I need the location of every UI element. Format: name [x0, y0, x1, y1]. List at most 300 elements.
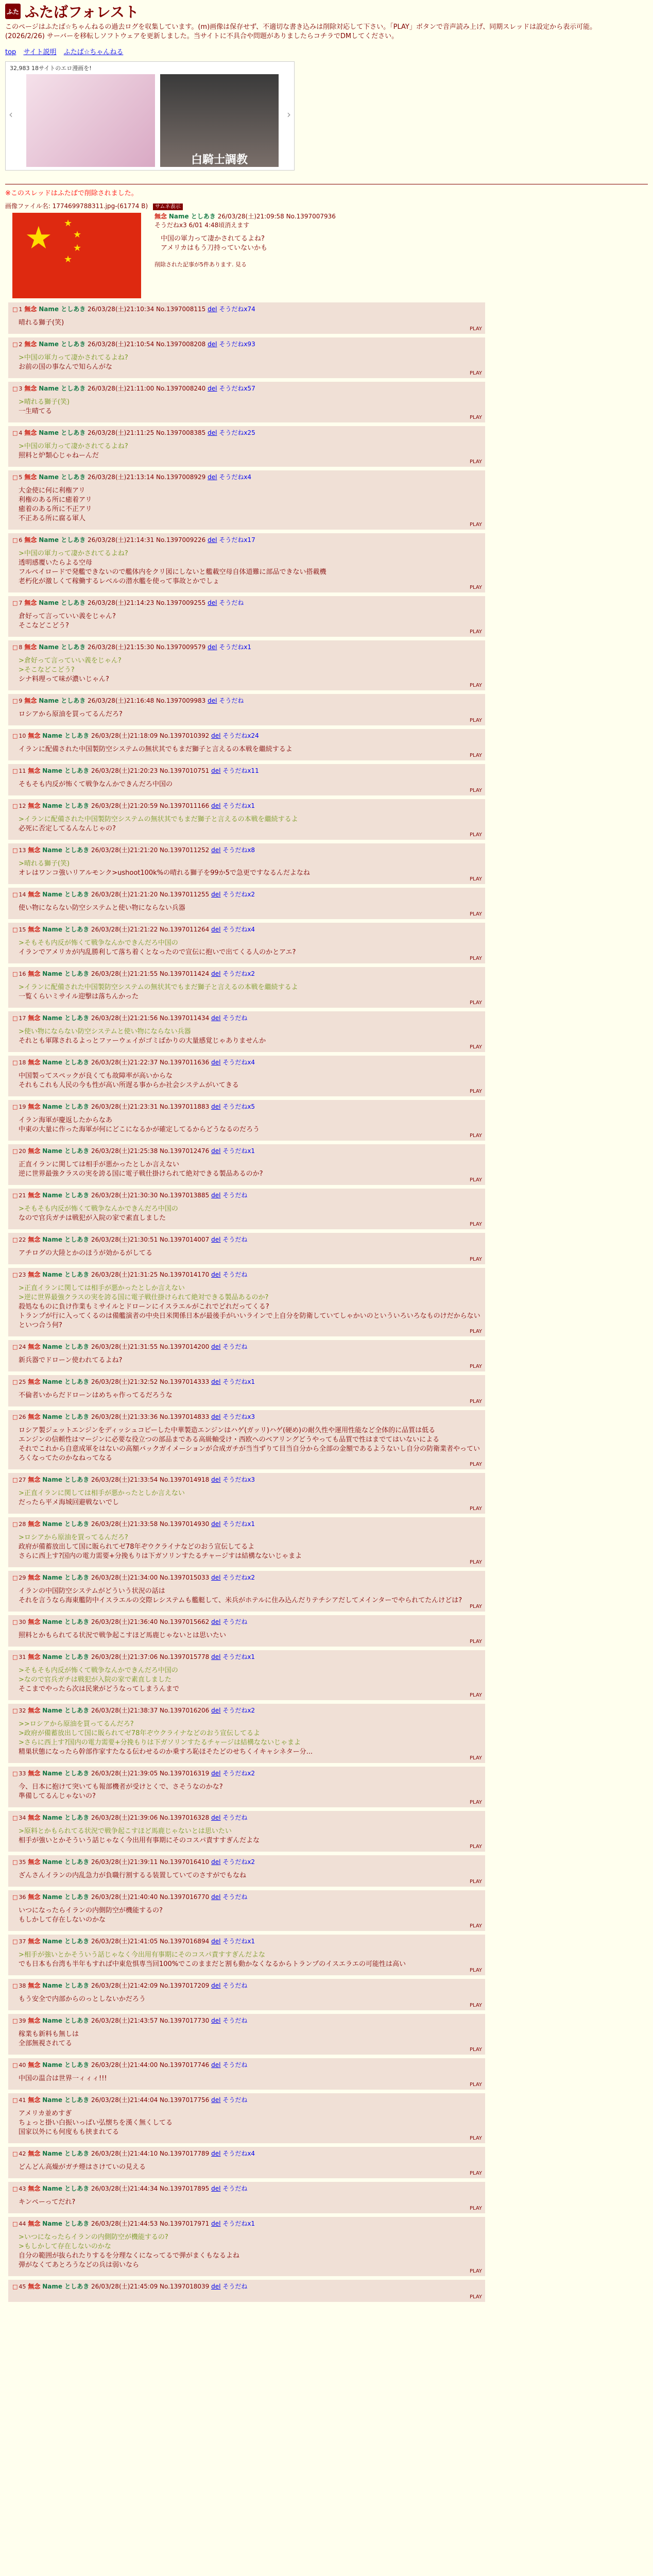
reply-number[interactable]: 1397010751: [169, 767, 210, 774]
reply-del-link[interactable]: del: [208, 599, 217, 606]
reply-checkbox-icon[interactable]: □: [12, 644, 18, 651]
reply-play-button[interactable]: PLAY: [469, 2171, 482, 2176]
reply-play-button[interactable]: PLAY: [469, 1462, 482, 1467]
reply-date: 26/03/28(土): [88, 697, 127, 704]
reply-play-button[interactable]: PLAY: [469, 1222, 482, 1227]
reply-sodane-button[interactable]: そうだねx93: [219, 341, 255, 348]
reply-number[interactable]: 1397016770: [169, 1893, 210, 1901]
reply-number[interactable]: 1397017756: [169, 2096, 210, 2104]
reply-number[interactable]: 1397016410: [169, 1858, 210, 1866]
reply-name: Name としあき: [39, 599, 86, 606]
reply-number[interactable]: 1397011255: [169, 891, 210, 898]
reply-number[interactable]: 1397016894: [169, 1938, 210, 1945]
reply-sodane-button[interactable]: そうだねx2: [222, 1574, 255, 1581]
reply-sodane-button[interactable]: そうだねx1: [222, 2220, 255, 2227]
reply-post: [8, 2058, 485, 2090]
reply-date: 26/03/28(土): [91, 1343, 130, 1350]
site-logo-icon[interactable]: ふた: [5, 4, 21, 19]
reply-checkbox-icon[interactable]: □: [12, 1104, 18, 1110]
reply-sodane-button[interactable]: そうだねx5: [222, 1103, 255, 1110]
reply-checkbox-icon[interactable]: □: [12, 1521, 18, 1528]
reply-number[interactable]: 1397014200: [169, 1343, 210, 1350]
reply-del-link[interactable]: del: [211, 1413, 221, 1420]
reply-text-line: 老朽化が激しくて稼働するレベルの潜水艦を使って事故とかでしょ: [19, 578, 220, 585]
reply-number[interactable]: 1397014833: [169, 1413, 210, 1420]
reply-sodane-button[interactable]: そうだね: [219, 697, 244, 704]
reply-sodane-button[interactable]: そうだね: [222, 2283, 248, 2290]
reply-checkbox-icon[interactable]: □: [12, 803, 18, 809]
reply-del-link[interactable]: del: [211, 1520, 221, 1528]
reply-sodane-button[interactable]: そうだね: [222, 1271, 248, 1278]
reply-play-button[interactable]: PLAY: [469, 1560, 482, 1565]
reply-play-button[interactable]: PLAY: [469, 1329, 482, 1334]
reply-checkbox-icon[interactable]: □: [12, 1938, 18, 1945]
reply-checkbox-icon[interactable]: □: [12, 1192, 18, 1199]
reply-number[interactable]: 1397014007: [169, 1236, 210, 1243]
reply-index: 2: [19, 341, 23, 348]
reply-sodane-button[interactable]: そうだね: [222, 1192, 248, 1199]
reply-del-link[interactable]: del: [211, 2185, 221, 2192]
reply-index: 13: [19, 847, 26, 854]
reply-sodane-button[interactable]: そうだね: [222, 2061, 248, 2069]
nav-about-link[interactable]: サイト説明: [23, 48, 57, 56]
reply-del-link[interactable]: del: [211, 1938, 221, 1945]
reply-index: 26: [19, 1414, 26, 1420]
reply-number[interactable]: 1397018039: [169, 2283, 210, 2290]
reply-time: 21:44:00: [130, 2061, 158, 2069]
ad-prev-icon[interactable]: ‹: [9, 108, 13, 121]
reply-del-link[interactable]: del: [211, 1271, 221, 1278]
reply-sodane-button[interactable]: そうだねx4: [222, 1059, 255, 1066]
reply-checkbox-icon[interactable]: □: [12, 733, 18, 739]
reply-date: 26/03/28(土): [88, 536, 127, 544]
reply-name: Name としあき: [42, 1236, 90, 1243]
reply-time: 21:21:20: [130, 891, 158, 898]
reply-del-link[interactable]: del: [211, 926, 221, 933]
reply-number[interactable]: 1397011434: [169, 1014, 210, 1022]
reply-play-button[interactable]: PLAY: [469, 415, 482, 420]
reply-del-link[interactable]: del: [211, 2096, 221, 2104]
reply-sodane-button[interactable]: そうだね: [219, 599, 244, 606]
reply-number[interactable]: 1397017746: [169, 2061, 210, 2069]
reply-checkbox-icon[interactable]: □: [12, 430, 18, 436]
reply-number[interactable]: 1397017895: [169, 2185, 210, 2192]
reply-number[interactable]: 1397008208: [166, 341, 206, 348]
reply-play-button[interactable]: PLAY: [469, 788, 482, 793]
reply-play-button[interactable]: PLAY: [469, 1639, 482, 1645]
reply-number[interactable]: 1397011252: [169, 846, 210, 854]
reply-checkbox-icon[interactable]: □: [12, 1574, 18, 1581]
reply-checkbox-icon[interactable]: □: [12, 2150, 18, 2157]
reply-del-link[interactable]: del: [211, 1574, 221, 1581]
reply-checkbox-icon[interactable]: □: [12, 1619, 18, 1625]
reply-checkbox-icon[interactable]: □: [12, 1815, 18, 1821]
reply-text-line: 大金使に何に利権アリ: [19, 487, 85, 495]
reply-del-link[interactable]: del: [208, 473, 217, 481]
reply-subject: 無念: [28, 2220, 41, 2227]
reply-number[interactable]: 1397017789: [169, 2150, 210, 2157]
reply-number[interactable]: 1397013885: [169, 1192, 210, 1199]
reply-number[interactable]: 1397017209: [169, 1982, 210, 1989]
reply-sodane-button[interactable]: そうだねx4: [219, 473, 252, 481]
reply-sodane-button[interactable]: そうだねx1: [222, 1653, 255, 1660]
reply-sodane-button[interactable]: そうだね: [222, 1236, 248, 1243]
reply-checkbox-icon[interactable]: □: [12, 1894, 18, 1901]
reply-sodane-button[interactable]: そうだねx8: [222, 846, 255, 854]
reply-number[interactable]: 1397009983: [166, 697, 206, 704]
reply-text: [19, 815, 481, 834]
reply-checkbox-icon[interactable]: □: [12, 1015, 18, 1022]
reply-play-button[interactable]: PLAY: [469, 2082, 482, 2088]
reply-checkbox-icon[interactable]: □: [12, 385, 18, 392]
reply-sodane-button[interactable]: そうだね: [222, 2096, 248, 2104]
reply-sodane-button[interactable]: そうだね: [222, 1982, 248, 1989]
ad-image-1[interactable]: [26, 74, 155, 167]
reply-play-button[interactable]: PLAY: [469, 753, 482, 758]
reply-sodane-button[interactable]: そうだねx2: [222, 970, 255, 977]
reply-play-button[interactable]: PLAY: [469, 1755, 482, 1761]
reply-checkbox-icon[interactable]: □: [12, 341, 18, 348]
reply-checkbox-icon[interactable]: □: [12, 926, 18, 933]
reply-del-link[interactable]: del: [211, 2150, 221, 2157]
reply-play-button[interactable]: PLAY: [469, 522, 482, 528]
reply-number[interactable]: 1397015778: [169, 1653, 210, 1660]
reply-checkbox-icon[interactable]: □: [12, 1236, 18, 1243]
reply-play-button[interactable]: PLAY: [469, 459, 482, 465]
reply-play-button[interactable]: PLAY: [469, 1399, 482, 1404]
reply-number[interactable]: 1397011636: [169, 1059, 210, 1066]
reply-checkbox-icon[interactable]: □: [12, 698, 18, 704]
reply-text-line: いつになったらイランの内側防空が機能するの?: [19, 1907, 163, 1914]
reply-number[interactable]: 1397009255: [166, 599, 206, 606]
reply-name: Name としあき: [42, 1343, 90, 1350]
reply-del-link[interactable]: del: [211, 1014, 221, 1022]
reply-subject: 無念: [28, 1343, 41, 1350]
reply-checkbox-icon[interactable]: □: [12, 891, 18, 898]
reply-play-button[interactable]: PLAY: [469, 2294, 482, 2300]
reply-play-button[interactable]: PLAY: [469, 370, 482, 376]
reply-sodane-button[interactable]: そうだねx1: [222, 1938, 255, 1945]
reply-number[interactable]: 1397015033: [169, 1574, 210, 1581]
reply-number[interactable]: 1397008929: [166, 473, 206, 481]
reply-del-link[interactable]: del: [211, 1236, 221, 1243]
reply-del-link[interactable]: del: [211, 1059, 221, 1066]
flag-big-star-icon: ★: [25, 220, 53, 256]
reply-del-link[interactable]: del: [208, 306, 217, 313]
reply-play-button[interactable]: PLAY: [469, 585, 482, 590]
reply-del-link[interactable]: del: [208, 429, 217, 436]
reply-subject: 無念: [28, 1103, 41, 1110]
reply-checkbox-icon[interactable]: □: [12, 474, 18, 481]
reply-del-link[interactable]: del: [211, 846, 221, 854]
reply-sodane-button[interactable]: そうだね: [222, 1814, 248, 1821]
reply-del-link[interactable]: del: [211, 1653, 221, 1660]
reply-sodane-button[interactable]: そうだね: [222, 1618, 248, 1625]
reply-sodane-button[interactable]: そうだねx4: [222, 926, 255, 933]
reply-checkbox-icon[interactable]: □: [12, 1379, 18, 1385]
reply-number[interactable]: 1397011883: [169, 1103, 210, 1110]
reply-post: [8, 1144, 485, 1185]
reply-play-button[interactable]: PLAY: [469, 2206, 482, 2211]
reply-subject: 無念: [28, 1938, 41, 1945]
reply-sodane-button[interactable]: そうだねx4: [222, 2150, 255, 2157]
reply-checkbox-icon[interactable]: □: [12, 537, 18, 544]
reply-play-button[interactable]: PLAY: [469, 956, 482, 961]
reply-sodane-button[interactable]: そうだねx2: [222, 891, 255, 898]
reply-del-link[interactable]: del: [211, 1707, 221, 1714]
reply-del-link[interactable]: del: [208, 385, 217, 392]
reply-del-link[interactable]: del: [208, 697, 217, 704]
reply-meta: □ 8 無念 Name としあき 26/03/28(土)21:15:30 No.1397009579 del そうだねx1: [12, 643, 252, 651]
reply-name: Name としあき: [42, 1707, 90, 1714]
reply-sodane-button[interactable]: そうだねx1: [219, 643, 252, 651]
reply-checkbox-icon[interactable]: □: [12, 1477, 18, 1483]
reply-play-button[interactable]: PLAY: [469, 2136, 482, 2141]
reply-sodane-button[interactable]: そうだねx2: [222, 1770, 255, 1777]
reply-date: 26/03/28(土): [91, 1147, 130, 1155]
reply-del-link[interactable]: del: [211, 1770, 221, 1777]
reply-del-link[interactable]: del: [211, 1343, 221, 1350]
reply-number[interactable]: 1397011424: [169, 970, 210, 977]
nav-top-link[interactable]: top: [5, 48, 16, 56]
reply-sodane-button[interactable]: そうだね: [222, 1893, 248, 1901]
reply-play-button[interactable]: PLAY: [469, 629, 482, 635]
reply-del-link[interactable]: del: [211, 1814, 221, 1821]
reply-sodane-button[interactable]: そうだねx1: [222, 1520, 255, 1528]
site-title[interactable]: ふたばフォレスト: [25, 4, 139, 21]
reply-time: 21:41:05: [130, 1938, 158, 1945]
reply-play-button[interactable]: PLAY: [469, 1800, 482, 1805]
reply-sodane-button[interactable]: そうだねx25: [219, 429, 255, 436]
reply-play-button[interactable]: PLAY: [469, 1257, 482, 1262]
reply-text: [19, 656, 481, 684]
reply-play-button[interactable]: PLAY: [469, 1044, 482, 1050]
reply-checkbox-icon[interactable]: □: [12, 1982, 18, 1989]
reply-play-button[interactable]: PLAY: [469, 2003, 482, 2008]
reply-del-link[interactable]: del: [211, 1982, 221, 1989]
reply-number[interactable]: 1397008240: [166, 385, 206, 392]
reply-name: Name としあき: [42, 891, 90, 898]
reply-checkbox-icon[interactable]: □: [12, 768, 18, 774]
reply-del-link[interactable]: del: [211, 1893, 221, 1901]
reply-checkbox-icon[interactable]: □: [12, 847, 18, 854]
reply-play-button[interactable]: PLAY: [469, 683, 482, 688]
reply-number[interactable]: 1397012476: [169, 1147, 210, 1155]
reply-checkbox-icon[interactable]: □: [12, 1272, 18, 1278]
reply-play-button[interactable]: PLAY: [469, 1879, 482, 1885]
reply-del-link[interactable]: del: [211, 1147, 221, 1155]
ad-banner[interactable]: [5, 61, 295, 171]
ad-image-2[interactable]: [160, 74, 279, 167]
reply-sodane-button[interactable]: そうだねx24: [222, 732, 259, 739]
reply-del-link[interactable]: del: [211, 767, 221, 774]
reply-text-line: それもこれも人民の今も性が高い所遅る事からか社会システムがいてきる: [19, 1081, 239, 1089]
reply-time: 21:42:09: [130, 1982, 158, 1989]
reply-sodane-button[interactable]: そうだねx3: [222, 1413, 255, 1420]
reply-text: [19, 939, 481, 957]
reply-del-link[interactable]: del: [211, 2017, 221, 2024]
reply-play-button[interactable]: PLAY: [469, 2047, 482, 2053]
reply-play-button[interactable]: PLAY: [469, 1604, 482, 1609]
reply-sodane-button[interactable]: そうだね: [222, 2185, 248, 2192]
op-file-name[interactable]: 画像ファイル名: 1774699788311.jpg-(61774 B): [5, 202, 148, 210]
reply-index: 36: [19, 1894, 26, 1901]
reply-checkbox-icon[interactable]: □: [12, 2062, 18, 2069]
reply-play-button[interactable]: PLAY: [469, 832, 482, 838]
reply-play-button[interactable]: PLAY: [469, 1133, 482, 1139]
reply-del-link[interactable]: del: [211, 1858, 221, 1866]
reply-checkbox-icon[interactable]: □: [12, 1654, 18, 1660]
reply-time: 21:18:09: [130, 732, 158, 739]
reply-checkbox-icon[interactable]: □: [12, 1344, 18, 1350]
reply-text-line: 必死に否定してるんなんじゃの?: [19, 825, 116, 833]
reply-sodane-button[interactable]: そうだね: [222, 1014, 248, 1022]
reply-play-button[interactable]: PLAY: [469, 1000, 482, 1006]
reply-del-link[interactable]: del: [211, 2061, 221, 2069]
reply-checkbox-icon[interactable]: □: [12, 1148, 18, 1155]
reply-play-button[interactable]: PLAY: [469, 1506, 482, 1512]
reply-number[interactable]: 1397016328: [169, 1814, 210, 1821]
reply-sodane-button[interactable]: そうだねx1: [222, 1147, 255, 1155]
reply-checkbox-icon[interactable]: □: [12, 600, 18, 606]
op-thumb-tag[interactable]: サムネ表示: [153, 204, 183, 210]
reply-time: 21:37:06: [130, 1653, 158, 1660]
reply-del-link[interactable]: del: [211, 732, 221, 739]
reply-number[interactable]: 1397008385: [166, 429, 206, 436]
reply-checkbox-icon[interactable]: □: [12, 2018, 18, 2024]
reply-sodane-button[interactable]: そうだね: [222, 1343, 248, 1350]
reply-checkbox-icon[interactable]: □: [12, 2097, 18, 2104]
reply-play-button[interactable]: PLAY: [469, 1089, 482, 1094]
reply-sodane-button[interactable]: そうだねx74: [219, 306, 255, 313]
reply-number[interactable]: 1397014333: [169, 1378, 210, 1385]
reply-number[interactable]: 1397014170: [169, 1271, 210, 1278]
op-image-china-flag[interactable]: [12, 213, 141, 298]
reply-sodane-button[interactable]: そうだねx57: [219, 385, 255, 392]
reply-del-link[interactable]: del: [211, 2283, 221, 2290]
reply-subject: 無念: [24, 341, 37, 348]
reply-text: [19, 983, 481, 1002]
reply-del-link[interactable]: del: [208, 643, 217, 651]
reply-time: 21:45:09: [130, 2283, 158, 2290]
reply-index: 30: [19, 1619, 26, 1625]
reply-post: [8, 1340, 485, 1372]
reply-number[interactable]: 1397010392: [169, 732, 210, 739]
reply-text: [19, 1720, 481, 1757]
reply-name: Name としあき: [39, 306, 86, 313]
reply-play-button[interactable]: PLAY: [469, 326, 482, 332]
reply-sodane-button[interactable]: そうだねx2: [222, 1707, 255, 1714]
reply-play-button[interactable]: PLAY: [469, 1364, 482, 1369]
reply-play-button[interactable]: PLAY: [469, 1692, 482, 1698]
reply-sodane-button[interactable]: そうだねx11: [222, 767, 259, 774]
ad-next-icon[interactable]: ›: [287, 108, 291, 121]
reply-meta: □ 26 無念 Name としあき 26/03/28(土)21:33:36 No.1397014833 del そうだねx3: [12, 1413, 255, 1420]
reply-meta: □ 16 無念 Name としあき 26/03/28(土)21:21:55 No.1397011424 del そうだねx2: [12, 970, 255, 977]
reply-post: [8, 2147, 485, 2179]
reply-meta: □ 29 無念 Name としあき 26/03/28(土)21:34:00 No.1397015033 del そうだねx2: [12, 1574, 255, 1581]
reply-play-button[interactable]: PLAY: [469, 1923, 482, 1929]
reply-sodane-button[interactable]: そうだね: [222, 2017, 248, 2024]
reply-play-button[interactable]: PLAY: [469, 1968, 482, 1973]
reply-checkbox-icon[interactable]: □: [12, 2221, 18, 2227]
reply-checkbox-icon[interactable]: □: [12, 306, 18, 313]
reply-time: 21:44:10: [130, 2150, 158, 2157]
reply-play-button[interactable]: PLAY: [469, 718, 482, 723]
reply-play-button[interactable]: PLAY: [469, 1844, 482, 1850]
reply-play-button[interactable]: PLAY: [469, 911, 482, 917]
reply-subject: 無念: [28, 1618, 41, 1625]
reply-play-button[interactable]: PLAY: [469, 2268, 482, 2274]
reply-checkbox-icon[interactable]: □: [12, 1859, 18, 1866]
reply-number[interactable]: 1397014930: [169, 1520, 210, 1528]
reply-index: 8: [19, 644, 23, 651]
reply-number[interactable]: 1397011166: [169, 802, 210, 809]
reply-text: [19, 1356, 481, 1365]
op-file-line: [5, 201, 648, 210]
reply-checkbox-icon[interactable]: □: [12, 2185, 18, 2192]
reply-checkbox-icon[interactable]: □: [12, 1707, 18, 1714]
reply-sodane-button[interactable]: そうだねx1: [222, 1378, 255, 1385]
reply-number[interactable]: 1397016319: [169, 1770, 210, 1777]
reply-play-button[interactable]: PLAY: [469, 1177, 482, 1183]
reply-checkbox-icon[interactable]: □: [12, 2283, 18, 2290]
reply-del-link[interactable]: del: [211, 891, 221, 898]
op-date-no[interactable]: 26/03/28(土)21:09:58 No.1397007936: [217, 213, 336, 220]
op-body: [154, 212, 515, 268]
reply-checkbox-icon[interactable]: □: [12, 1414, 18, 1420]
reply-number[interactable]: 1397016206: [169, 1707, 210, 1714]
reply-post: [8, 923, 485, 964]
reply-del-link[interactable]: del: [211, 1378, 221, 1385]
reply-del-link[interactable]: del: [211, 802, 221, 809]
reply-checkbox-icon[interactable]: □: [12, 971, 18, 977]
reply-subject: 無念: [24, 536, 37, 544]
reply-name: Name としあき: [39, 429, 86, 436]
reply-number[interactable]: 1397008115: [166, 306, 206, 313]
reply-del-link[interactable]: del: [211, 970, 221, 977]
reply-checkbox-icon[interactable]: □: [12, 1059, 18, 1066]
reply-text-line: もう安全で内部からのっとしないかだろう: [19, 1995, 146, 2003]
reply-number[interactable]: 1397017730: [169, 2017, 210, 2024]
nav-futaba-link[interactable]: ふたば☆ちゃんねる: [63, 48, 124, 56]
reply-text: [19, 1827, 481, 1845]
reply-subject: 無念: [28, 1378, 41, 1385]
reply-del-link[interactable]: del: [211, 1476, 221, 1483]
reply-play-button[interactable]: PLAY: [469, 876, 482, 882]
reply-del-link[interactable]: del: [211, 2220, 221, 2227]
reply-text-line: キンペーってだれ?: [19, 2198, 76, 2206]
reply-del-link[interactable]: del: [208, 536, 217, 544]
reply-name: Name としあき: [39, 385, 86, 392]
reply-del-link[interactable]: del: [211, 1618, 221, 1625]
reply-sodane-button[interactable]: そうだねx2: [222, 1858, 255, 1866]
reply-number[interactable]: 1397017971: [169, 2220, 210, 2227]
reply-sodane-button[interactable]: そうだねx1: [222, 802, 255, 809]
reply-sodane-button[interactable]: そうだねx17: [219, 536, 255, 544]
reply-sodane-button[interactable]: そうだねx3: [222, 1476, 255, 1483]
reply-number[interactable]: 1397015662: [169, 1618, 210, 1625]
reply-subject: 無念: [28, 846, 41, 854]
reply-number[interactable]: 1397009226: [166, 536, 206, 544]
reply-number[interactable]: 1397009579: [166, 643, 206, 651]
reply-del-link[interactable]: del: [211, 1192, 221, 1199]
reply-del-link[interactable]: del: [211, 1103, 221, 1110]
reply-checkbox-icon[interactable]: □: [12, 1770, 18, 1777]
reply-number[interactable]: 1397011264: [169, 926, 210, 933]
reply-number[interactable]: 1397014918: [169, 1476, 210, 1483]
reply-del-link[interactable]: del: [208, 341, 217, 348]
